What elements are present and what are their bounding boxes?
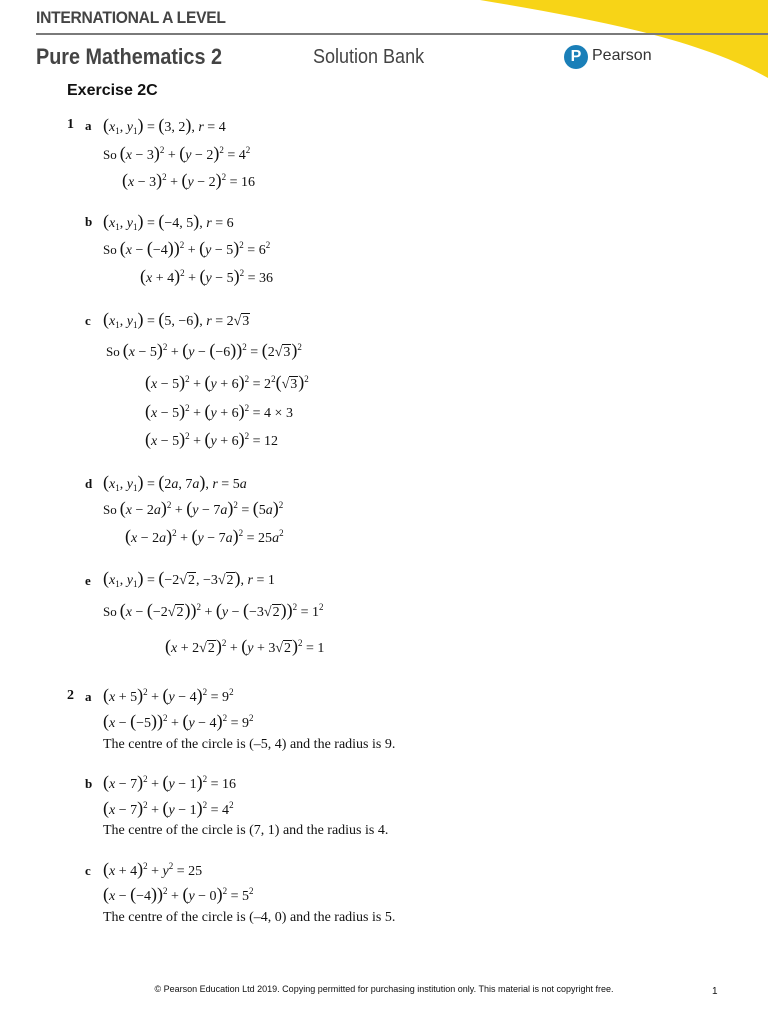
so-label: So (103, 502, 117, 517)
equation-1d-line1: ($x_1$, $y_1) = (2a$, 7a), r = 5a (103, 472, 247, 493)
equation-1e-line1: ($x_1$, $y_1) = (-2√2$, −3√2), r = 1 (103, 568, 275, 589)
equation-1d-line2: So $(x - 2a)^2 + (y - 7a)^2 = (5a)^2$ (103, 498, 284, 518)
solution-bank-title: Solution Bank (313, 46, 425, 68)
part-label-1a: a (85, 118, 92, 133)
equation-1a-line1: ($x_1$, $y_1) = (3$, 2), r = 4 (103, 115, 226, 136)
so-label: So (103, 242, 117, 257)
equation-1e-line3: $(x + 2√2)^2 + (y + 3√2)^2 = 1$ (165, 636, 325, 656)
exercise-title: Exercise 2C (67, 82, 158, 99)
so-label: So (103, 604, 117, 619)
question-number-2: 2 (67, 688, 74, 703)
part-label-2a: a (85, 689, 92, 704)
pearson-logo (564, 45, 660, 73)
copyright-notice: © Pearson Education Ltd 2019. Copying permitted for purchasing institution only. This material is not copyright free. (154, 984, 614, 994)
equation-1d-line3: $(x - 2a)^2 + (y - 7a)^2 = 25a^2$ (125, 526, 284, 546)
equation-1b-line1: ($x_1$, $y_1) = (-4$, 5), r = 6 (103, 211, 234, 232)
series-title: INTERNATIONAL A LEVEL (36, 8, 226, 27)
answer-2c: The centre of the circle is (–4, 0) and the radius is 5. (103, 910, 396, 925)
equation-2a-line1: $(x + 5)^2 + (y - 4)^2 = 9^2$ (103, 685, 234, 705)
so-label: So (103, 147, 117, 162)
part-label-1b: b (85, 214, 93, 229)
pearson-logo-text: Pearson (592, 47, 652, 64)
equation-1c-line3: $(x - 5)^2 + (y + 6)^2 = 2^2(√3)^2$ (145, 372, 309, 392)
answer-2b: The centre of the circle is (7, 1) and the radius is 4. (103, 823, 389, 838)
header-rule (36, 33, 768, 35)
equation-1c-line4: $(x - 5)^2 + (y + 6)^2 = 4 \times 3$ (145, 401, 293, 421)
equation-1e-line2: So $(x - (-2√2))^2 + (y - (-3√2))^2 = 1^2$ (103, 600, 324, 620)
pearson-logo-icon: P (564, 45, 588, 69)
part-label-2b: b (85, 776, 93, 791)
equation-1a-line2: So $(x - 3)^2 + (y - 2)^2 = 4^2$ (103, 143, 251, 163)
answer-2a: The centre of the circle is (–5, 4) and the radius is 9. (103, 737, 396, 752)
equation-2b-line2: $(x - 7)^2 + (y - 1)^2 = 4^2$ (103, 798, 234, 818)
equation-2c-line1: $(x + 4)^2 + y^2 = 25$ (103, 859, 203, 879)
part-label-1c: c (85, 313, 91, 328)
equation-2a-line2: $(x - (-5))^2 + (y - 4)^2 = 9^2$ (103, 711, 254, 731)
equation-1b-line2: So $(x - (-4))^2 + (y - 5)^2 = 6^2$ (103, 238, 271, 258)
equation-1c-line2: So $(x - 5)^2 + (y - (-6))^2 = (2√3)^2$ (106, 340, 302, 360)
part-label-1e: e (85, 573, 91, 588)
part-label-1d: d (85, 476, 93, 491)
course-title: Pure Mathematics 2 (36, 44, 222, 69)
equation-1c-line5: $(x - 5)^2 + (y + 6)^2 = 12$ (145, 429, 279, 449)
part-label-2c: c (85, 863, 91, 878)
equation-1c-line1: ($x_1$, $y_1) = (5$, −6), r = 2√3 (103, 309, 250, 330)
equation-2c-line2: $(x - (-4))^2 + (y - 0)^2 = 5^2$ (103, 884, 254, 904)
equation-1a-line3: $(x - 3)^2 + (y - 2)^2 = 16$ (122, 170, 256, 190)
page-number: 1 (712, 986, 718, 997)
equation-1b-line3: $(x + 4)^2 + (y - 5)^2 = 36$ (140, 266, 274, 286)
equation-2b-line1: $(x - 7)^2 + (y - 1)^2 = 16$ (103, 772, 237, 792)
question-number-1: 1 (67, 117, 74, 132)
so-label: So (106, 344, 120, 359)
